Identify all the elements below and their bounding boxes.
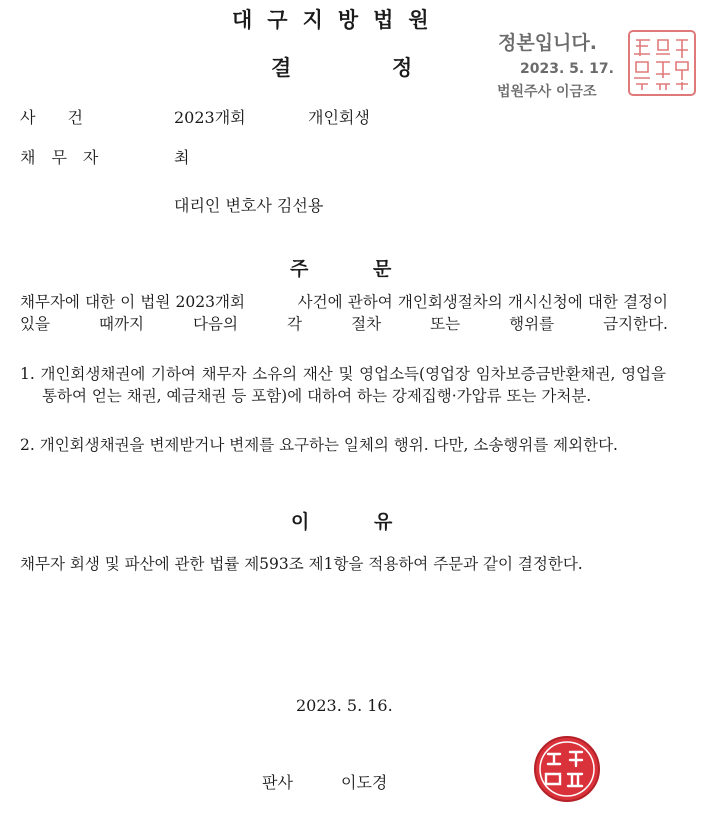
clerk-seal-icon xyxy=(628,30,696,96)
agent-name: 대리인 변호사 김선용 xyxy=(174,196,324,215)
order-item-1: 1. 개인회생채권에 기하여 채무자 소유의 재산 및 영업소득(영업장 임차보증금반환채권, 영업을 통하여 얻는 채권, 예금채권 등 포함)에 대하여 하는 강제집행·가압류 또는 가처분. xyxy=(20,365,666,405)
reason-heading-left: 이 xyxy=(291,511,310,533)
debtor-name: 최 xyxy=(174,148,190,167)
judge-name: 이도경 xyxy=(341,773,388,792)
order-heading-right: 문 xyxy=(373,258,392,280)
court-name: 대구지방법원 xyxy=(232,7,444,32)
certification-date: 2023. 5. 17. xyxy=(520,61,614,77)
case-number: 2023개회 xyxy=(174,108,246,127)
order-heading-left: 주 xyxy=(290,258,309,280)
judge-label: 판사 xyxy=(262,773,293,792)
judge-seal-icon xyxy=(532,734,602,804)
order-item-2: 2. 개인회생채권을 변제받거나 변제를 요구하는 일체의 행위. 다만, 소송행위를 제외한다. xyxy=(20,436,618,454)
reason-text: 채무자 회생 및 파산에 관한 법률 제593조 제1항을 적용하여 주문과 같이 결정한다. xyxy=(20,555,583,573)
debtor-label: 채 무 자 xyxy=(20,148,99,167)
case-label: 사 건 xyxy=(20,108,83,127)
order-intro: 채무자에 대한 이 법원 2023개회 사건에 관하여 개인회생절차의 개시신청에 대한 결정이 있을 때까지 다음의 각 절차 또는 행위를 금지한다. xyxy=(20,293,668,333)
title-right: 정 xyxy=(392,55,413,80)
decision-date: 2023. 5. 16. xyxy=(296,696,393,715)
certified-copy-label: 정본입니다. xyxy=(498,32,597,54)
reason-heading-right: 유 xyxy=(374,511,393,533)
case-type: 개인회생 xyxy=(308,108,370,127)
title-left: 결 xyxy=(271,55,292,80)
certification-clerk: 법원주사 이금조 xyxy=(497,84,597,100)
